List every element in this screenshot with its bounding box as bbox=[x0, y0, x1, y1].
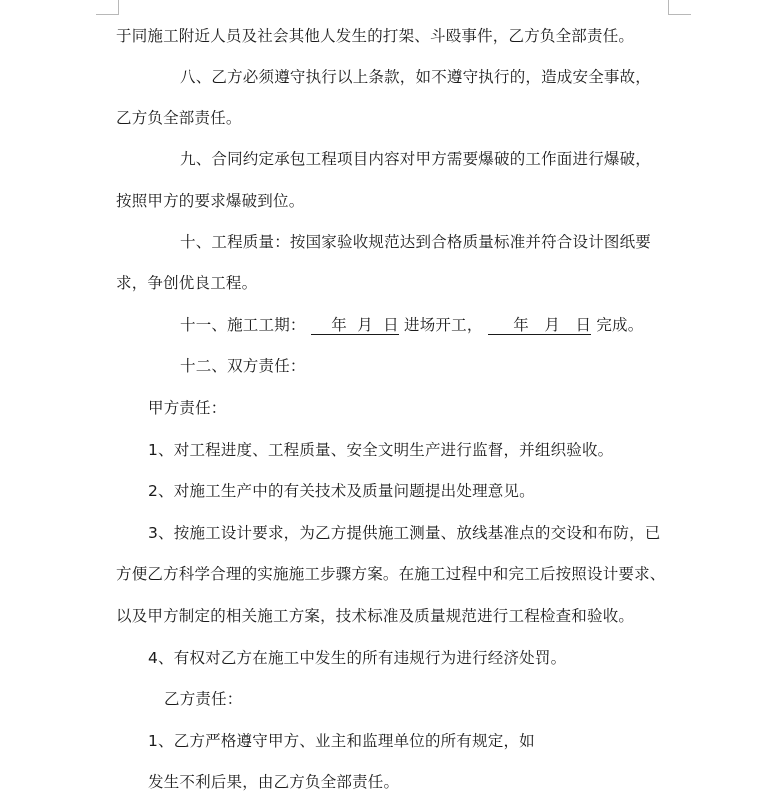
party-b-heading: 乙方责任： bbox=[164, 690, 243, 708]
party-a-item-1: 1、对工程进度、工程质量、安全文明生产进行监督，并组织验收。 bbox=[148, 441, 614, 459]
crop-mark-top-left bbox=[96, 0, 119, 15]
clause-8-line-1: 八、乙方必须遵守执行以上条款，如不遵守执行的，造成安全事故， bbox=[180, 68, 652, 86]
clause-10-line-2: 求，争创优良工程。 bbox=[116, 274, 258, 292]
clause-9-line-1: 九、合同约定承包工程项目内容对甲方需要爆破的工作面进行爆破， bbox=[180, 150, 652, 168]
paragraph-line: 于同施工附近人员及社会其他人发生的打架、斗殴事件，乙方负全部责任。 bbox=[116, 27, 635, 45]
clause-12-heading: 十二、双方责任： bbox=[180, 357, 306, 375]
party-b-item-1-line-1: 1、乙方严格遵守甲方、业主和监理单位的所有规定，如 bbox=[148, 732, 535, 750]
party-a-heading: 甲方责任： bbox=[148, 399, 227, 417]
party-a-item-3-line-3: 以及甲方制定的相关施工方案，技术标准及质量规范进行工程检查和验收。 bbox=[116, 607, 635, 625]
party-a-item-3-line-2: 方便乙方科学合理的实施施工步骤方案。在施工过程中和完工后按照设计要求、 bbox=[116, 565, 666, 583]
clause-9-line-2: 按照甲方的要求爆破到位。 bbox=[116, 192, 305, 210]
start-date-blank: 年 月 日 bbox=[310, 316, 399, 334]
clause-8-line-2: 乙方负全部责任。 bbox=[116, 109, 242, 127]
schedule-prefix: 十一、施工工期： bbox=[180, 316, 306, 334]
clause-11-schedule bbox=[180, 315, 643, 335]
end-date-blank: 年 月 日 bbox=[487, 316, 592, 334]
crop-mark-top-right bbox=[668, 0, 691, 15]
party-a-item-3-line-1: 3、按施工设计要求，为乙方提供施工测量、放线基准点的交设和布防，已 bbox=[148, 524, 661, 542]
party-b-item-1-line-2: 发生不利后果，由乙方负全部责任。 bbox=[148, 773, 400, 791]
clause-10-line-1: 十、工程质量：按国家验收规范达到合格质量标准并符合设计图纸要 bbox=[180, 233, 652, 251]
schedule-suffix: 完成。 bbox=[596, 316, 644, 334]
party-a-item-2: 2、对施工生产中的有关技术及质量问题提出处理意见。 bbox=[148, 482, 535, 500]
schedule-middle: 进场开工， bbox=[404, 316, 483, 334]
party-a-item-4: 4、有权对乙方在施工中发生的所有违规行为进行经济处罚。 bbox=[148, 649, 567, 667]
